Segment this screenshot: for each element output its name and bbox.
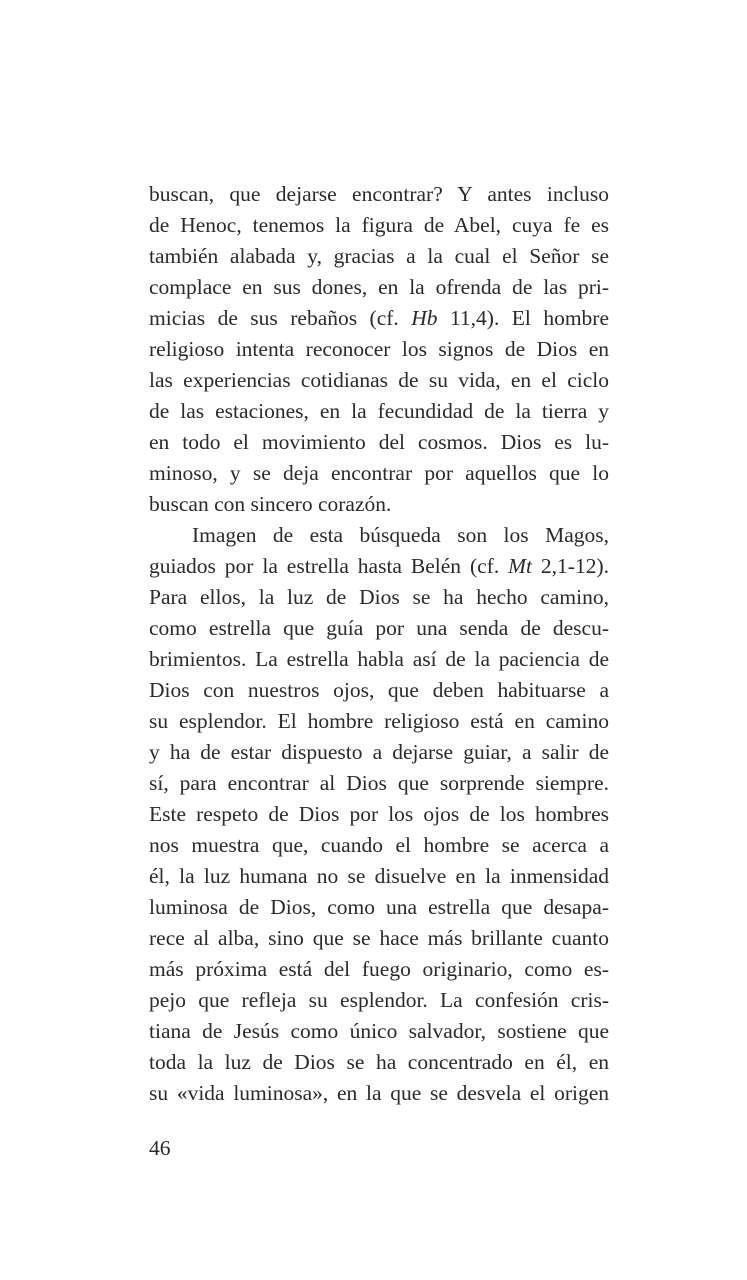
italic-reference: Hb: [411, 306, 438, 330]
body-text: [149, 179, 609, 1109]
text-segment: guiados por la estrella hasta Belén (cf.: [149, 554, 509, 578]
text-line: Dios con nuestros ojos, que deben habituarse a: [149, 678, 609, 702]
text-line: Para ellos, la luz de Dios se ha hecho camino,: [149, 585, 609, 609]
text-line: de Henoc, tenemos la figura de Abel, cuya fe es: [149, 213, 609, 237]
text-line: buscan con sincero corazón.: [149, 492, 392, 516]
text-line: pejo que refleja su esplendor. La confesión cris-: [149, 988, 609, 1012]
text-line: toda la luz de Dios se ha concentrado en él, en: [149, 1050, 609, 1074]
page-number: 46: [149, 1136, 171, 1160]
text-line: su «vida luminosa», en la que se desvela el origen: [149, 1081, 609, 1105]
text-line: él, la luz humana no se disuelve en la inmensidad: [149, 864, 609, 888]
text-line: complace en sus dones, en la ofrenda de las pri-: [149, 275, 609, 299]
text-line: su esplendor. El hombre religioso está en camino: [149, 709, 609, 733]
text-line: tiana de Jesús como único salvador, sostiene que: [149, 1019, 609, 1043]
text-line: brimientos. La estrella habla así de la paciencia de: [149, 647, 609, 671]
text-line: en todo el movimiento del cosmos. Dios es lu-: [149, 430, 609, 454]
text-line: y ha de estar dispuesto a dejarse guiar, a salir de: [149, 740, 609, 764]
text-line: también alabada y, gracias a la cual el Señor se: [149, 244, 609, 268]
text-line: como estrella que guía por una senda de descu-: [149, 616, 609, 640]
text-line: Este respeto de Dios por los ojos de los hombres: [149, 802, 609, 826]
text-line: religioso intenta reconocer los signos de Dios en: [149, 337, 609, 361]
text-line: de las estaciones, en la fecundidad de la tierra y: [149, 399, 609, 423]
text-line: nos muestra que, cuando el hombre se acerca a: [149, 833, 609, 857]
text-segment: 2,1-12).: [532, 554, 609, 578]
text-line: [149, 551, 609, 582]
text-line: rece al alba, sino que se hace más brillante cuanto: [149, 926, 609, 950]
text-segment: 11,4). El hombre: [437, 306, 609, 330]
text-line: luminosa de Dios, como una estrella que desapa-: [149, 895, 609, 919]
text-line: minoso, y se deja encontrar por aquellos que lo: [149, 461, 609, 485]
text-segment: micias de sus rebaños (cf.: [149, 306, 412, 330]
text-line: [149, 303, 609, 334]
italic-reference: Mt: [508, 554, 532, 578]
text-line: las experiencias cotidianas de su vida, en el ciclo: [149, 368, 609, 392]
text-line: Imagen de esta búsqueda son los Magos,: [192, 523, 609, 547]
text-line: sí, para encontrar al Dios que sorprende siempre.: [149, 771, 609, 795]
text-line: más próxima está del fuego originario, como es-: [149, 957, 609, 981]
text-line: buscan, que dejarse encontrar? Y antes incluso: [149, 182, 609, 206]
